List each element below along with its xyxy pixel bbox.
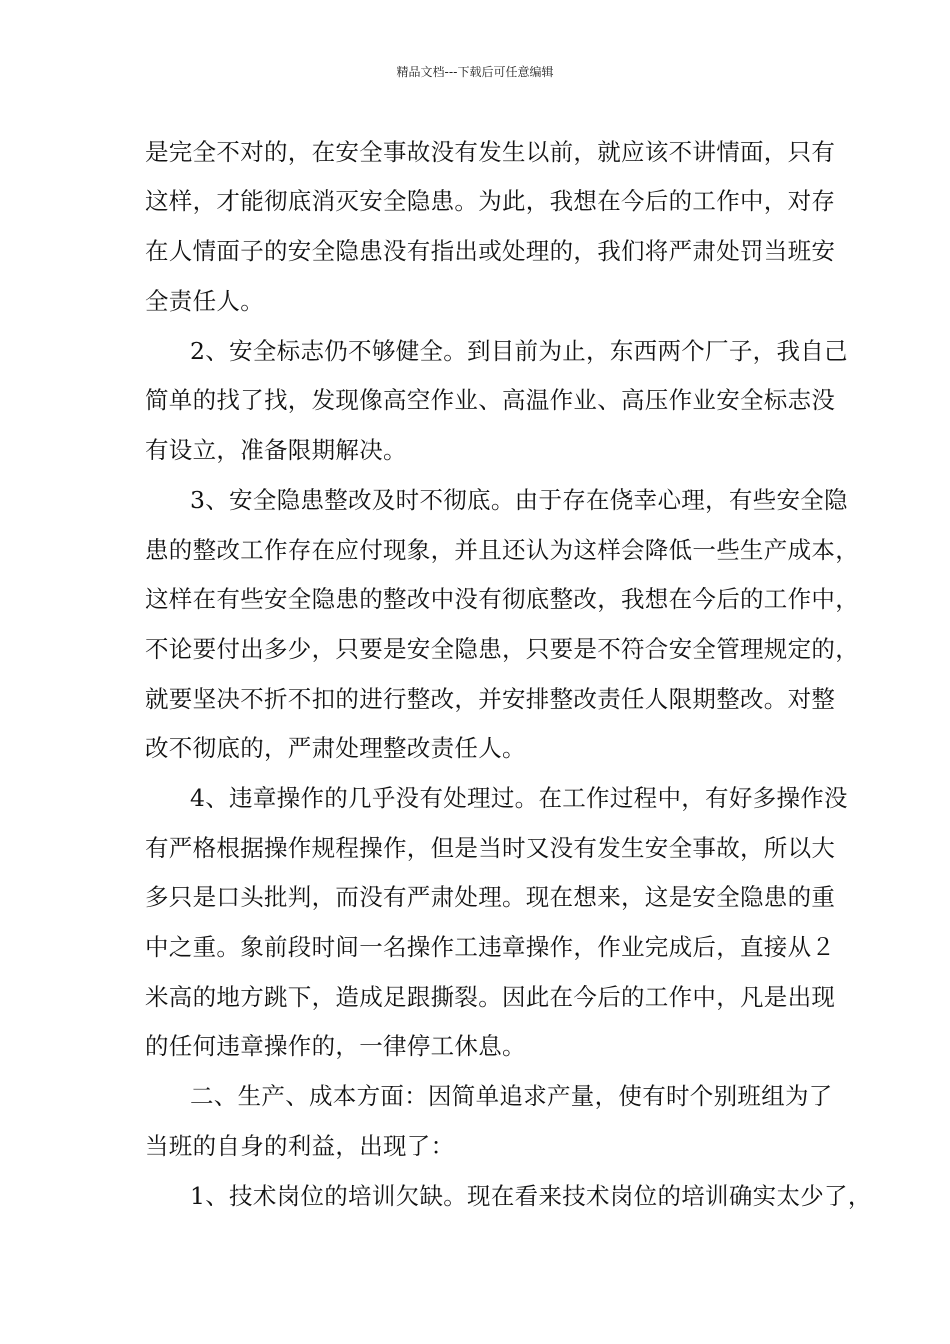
text-line: 全责任人。	[145, 287, 264, 315]
text-line: 有严格根据操作规程操作，但是当时又没有发生安全事故，所以大	[145, 834, 836, 862]
paragraph-start-line: 2、安全标志仍不够健全。到目前为止，东西两个厂子，我自己	[190, 337, 848, 365]
paragraph-start-line: 1、技术岗位的培训欠缺。现在看来技术岗位的培训确实太少了，	[190, 1182, 872, 1210]
text-line: 的任何违章操作的，一律停工休息。	[145, 1032, 526, 1060]
text-line: 当班的自身的利益，出现了：	[145, 1132, 455, 1160]
text-line: 患的整改工作存在应付现象，并且还认为这样会降低一些生产成本，	[145, 536, 859, 564]
text-line: 改不彻底的，严肃处理整改责任人。	[145, 734, 526, 762]
text-line: 这样在有些安全隐患的整改中没有彻底整改，我想在今后的工作中，	[145, 585, 859, 613]
text-line: 不论要付出多少，只要是安全隐患，只要是不符合安全管理规定的，	[145, 635, 859, 663]
text-line: 有设立，准备限期解决。	[145, 436, 407, 464]
text-line: 中之重。象前段时间一名操作工违章操作，作业完成后，直接从２	[145, 933, 836, 961]
text-line: 简单的找了找，发现像高空作业、高温作业、高压作业安全标志没	[145, 386, 836, 414]
text-line: 多只是口头批判，而没有严肃处理。现在想来，这是安全隐患的重	[145, 883, 836, 911]
page-header: 精品文档---下载后可任意编辑	[396, 65, 554, 79]
text-line: 米高的地方跳下，造成足跟撕裂。因此在今后的工作中，凡是出现	[145, 983, 836, 1011]
text-line: 在人情面子的安全隐患没有指出或处理的，我们将严肃处罚当班安	[145, 237, 836, 265]
paragraph-start-line: 3、安全隐患整改及时不彻底。由于存在侥幸心理，有些安全隐	[190, 486, 848, 514]
text-line: 就要坚决不折不扣的进行整改，并安排整改责任人限期整改。对整	[145, 685, 836, 713]
text-line: 这样，才能彻底消灭安全隐患。为此，我想在今后的工作中，对存	[145, 187, 836, 215]
paragraph-start-line: 4、违章操作的几乎没有处理过。在工作过程中，有好多操作没	[190, 784, 848, 812]
text-line: 是完全不对的，在安全事故没有发生以前，就应该不讲情面，只有	[145, 138, 836, 166]
paragraph-start-line: 二、生产、成本方面：因简单追求产量，使有时个别班组为了	[190, 1082, 833, 1110]
